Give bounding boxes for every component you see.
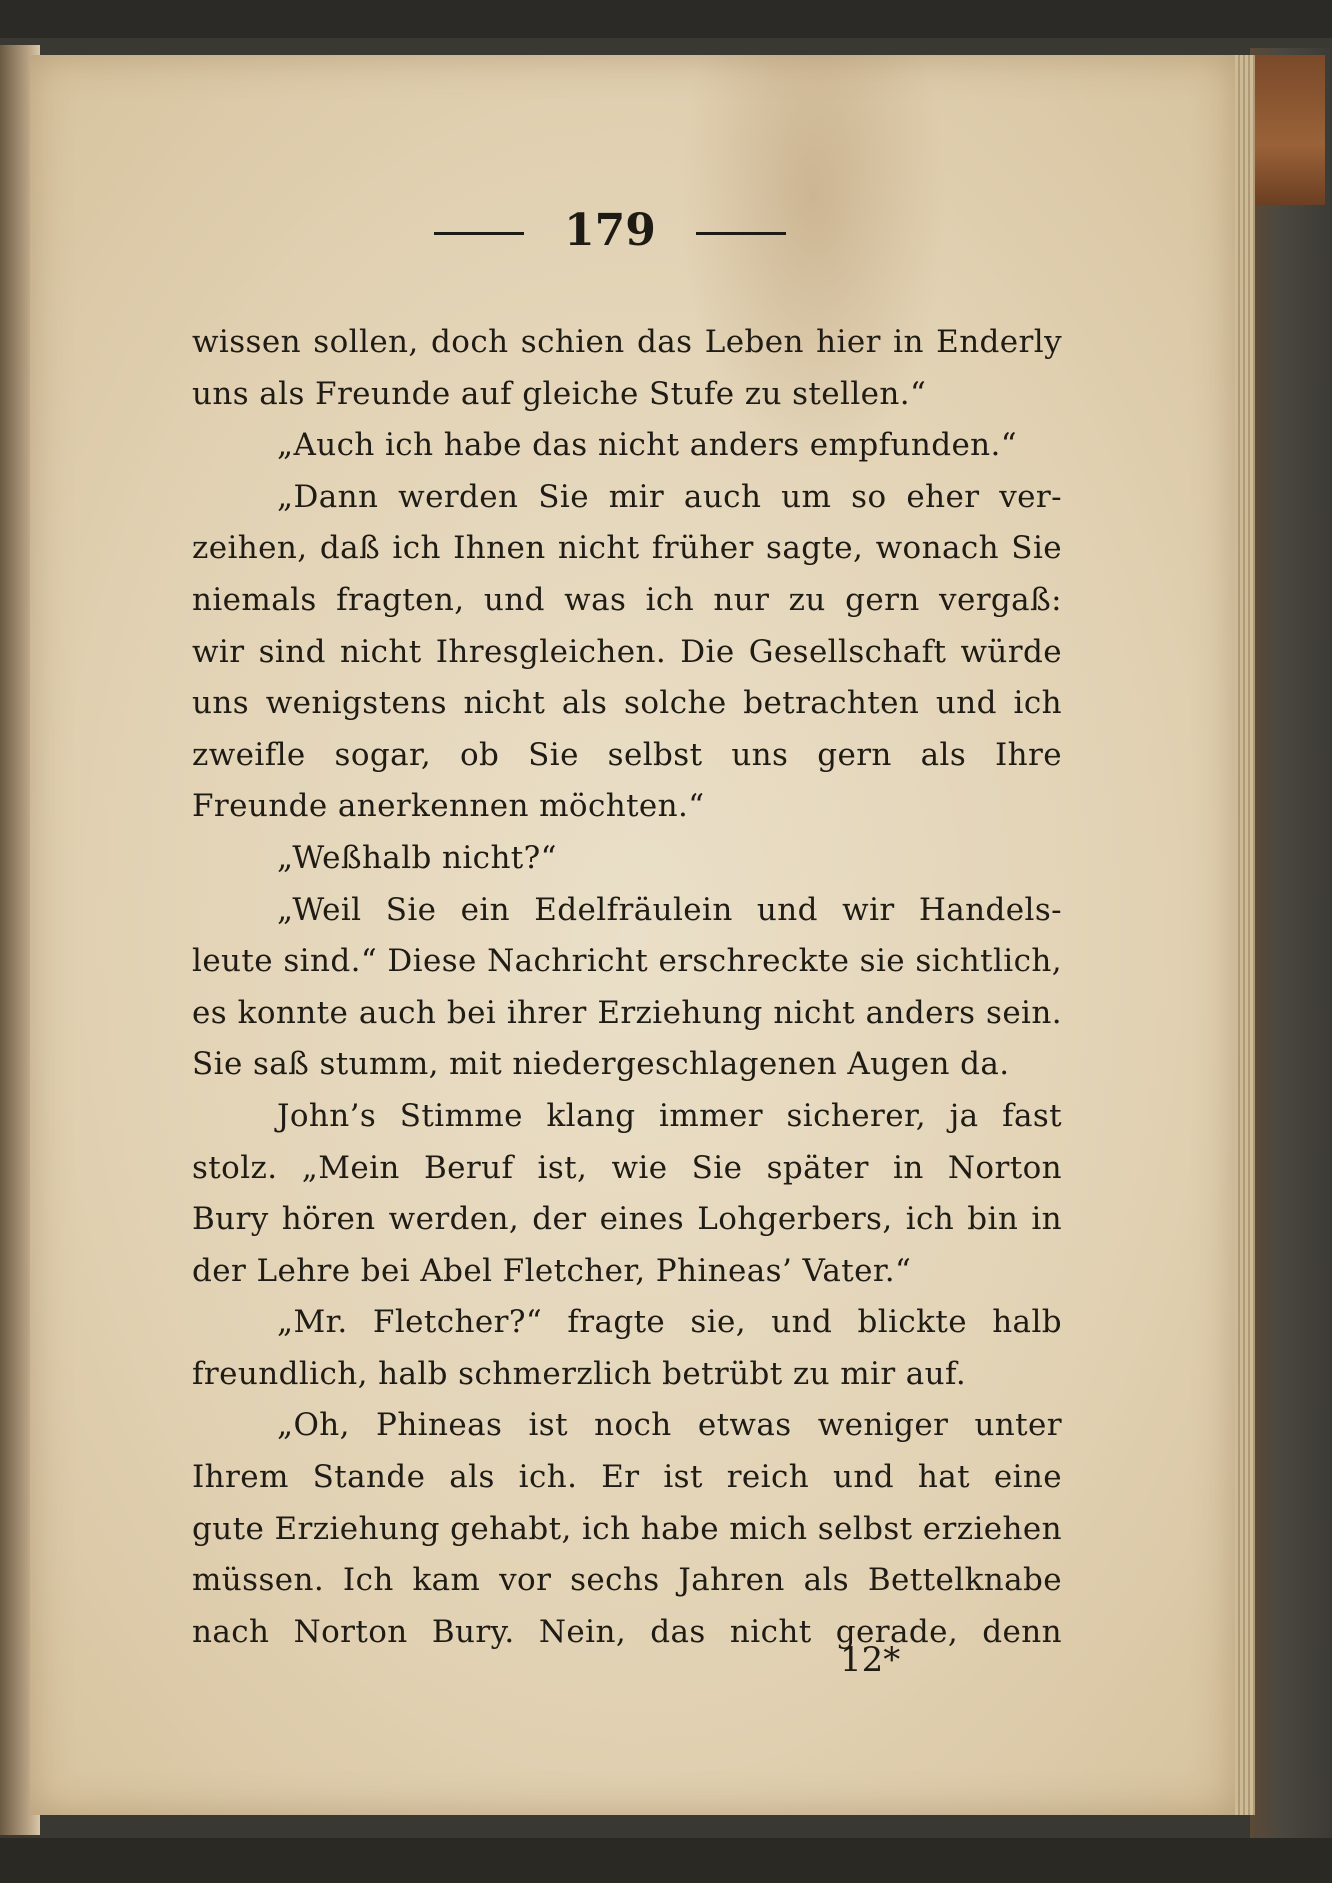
text-line: uns wenigstens nicht als solche betrachten und ich <box>192 685 1062 722</box>
page-body-text <box>192 317 1062 1658</box>
text-line: „Mr. Fletcher?“ fragte sie, und blickte halb <box>277 1304 1062 1341</box>
text-line: zeihen, daß ich Ihnen nicht früher sagte, wonach Sie <box>192 530 1062 567</box>
page-header <box>30 205 1190 256</box>
page-number: 179 <box>564 205 656 256</box>
text-line: Sie saß stumm, mit niedergeschlagenen Augen da. <box>192 1046 1010 1083</box>
leather-corner <box>1255 55 1325 205</box>
text-line: wir sind nicht Ihresgleichen. Die Gesellschaft würde <box>192 633 1062 670</box>
text-line: müssen. Ich kam vor sechs Jahren als Bettelknabe <box>192 1562 1062 1599</box>
text-line: „Oh, Phineas ist noch etwas weniger unter <box>277 1407 1062 1444</box>
header-rule-right <box>696 232 786 235</box>
text-line: „Auch ich habe das nicht anders empfunden.“ <box>277 427 1018 464</box>
text-line: es konnte auch bei ihrer Erziehung nicht anders sein. <box>192 994 1062 1031</box>
text-line: nach Norton Bury. Nein, das nicht gerade, denn <box>192 1613 1062 1650</box>
text-line: freundlich, halb schmerzlich betrübt zu mir auf. <box>192 1355 967 1392</box>
header-rule-left <box>434 232 524 235</box>
text-line: niemals fragten, und was ich nur zu gern vergaß: <box>192 581 1062 618</box>
text-line: zweifle sogar, ob Sie selbst uns gern als Ihre <box>192 736 1062 773</box>
signature-mark: 12* <box>840 1640 901 1680</box>
back-cover <box>1250 48 1330 1838</box>
text-line: „Weil Sie ein Edelfräulein und wir Handels- <box>277 891 1062 928</box>
text-line: John’s Stimme klang immer sicherer, ja fast <box>277 1097 1062 1134</box>
text-line: gute Erziehung gehabt, ich habe mich selbst erziehen <box>192 1510 1062 1547</box>
book-page <box>30 55 1235 1815</box>
text-line: Bury hören werden, der eines Lohgerbers, ich bin in <box>192 1201 1062 1238</box>
text-line: „Dann werden Sie mir auch um so eher ver- <box>277 478 1062 515</box>
text-line: Freunde anerkennen möchten.“ <box>192 788 705 825</box>
text-line: uns als Freunde auf gleiche Stufe zu stellen.“ <box>192 375 927 412</box>
text-line: „Weßhalb nicht?“ <box>277 839 557 876</box>
text-line: stolz. „Mein Beruf ist, wie Sie später in Norton <box>192 1149 1062 1186</box>
text-line: leute sind.“ Diese Nachricht erschreckte sie sichtlich, <box>192 943 1062 980</box>
text-line: Ihrem Stande als ich. Er ist reich und hat eine <box>192 1459 1062 1496</box>
text-line: wissen sollen, doch schien das Leben hier in Enderly <box>192 324 1062 360</box>
bottom-background <box>0 1838 1332 1883</box>
text-line: der Lehre bei Abel Fletcher, Phineas’ Vater.“ <box>192 1252 912 1289</box>
